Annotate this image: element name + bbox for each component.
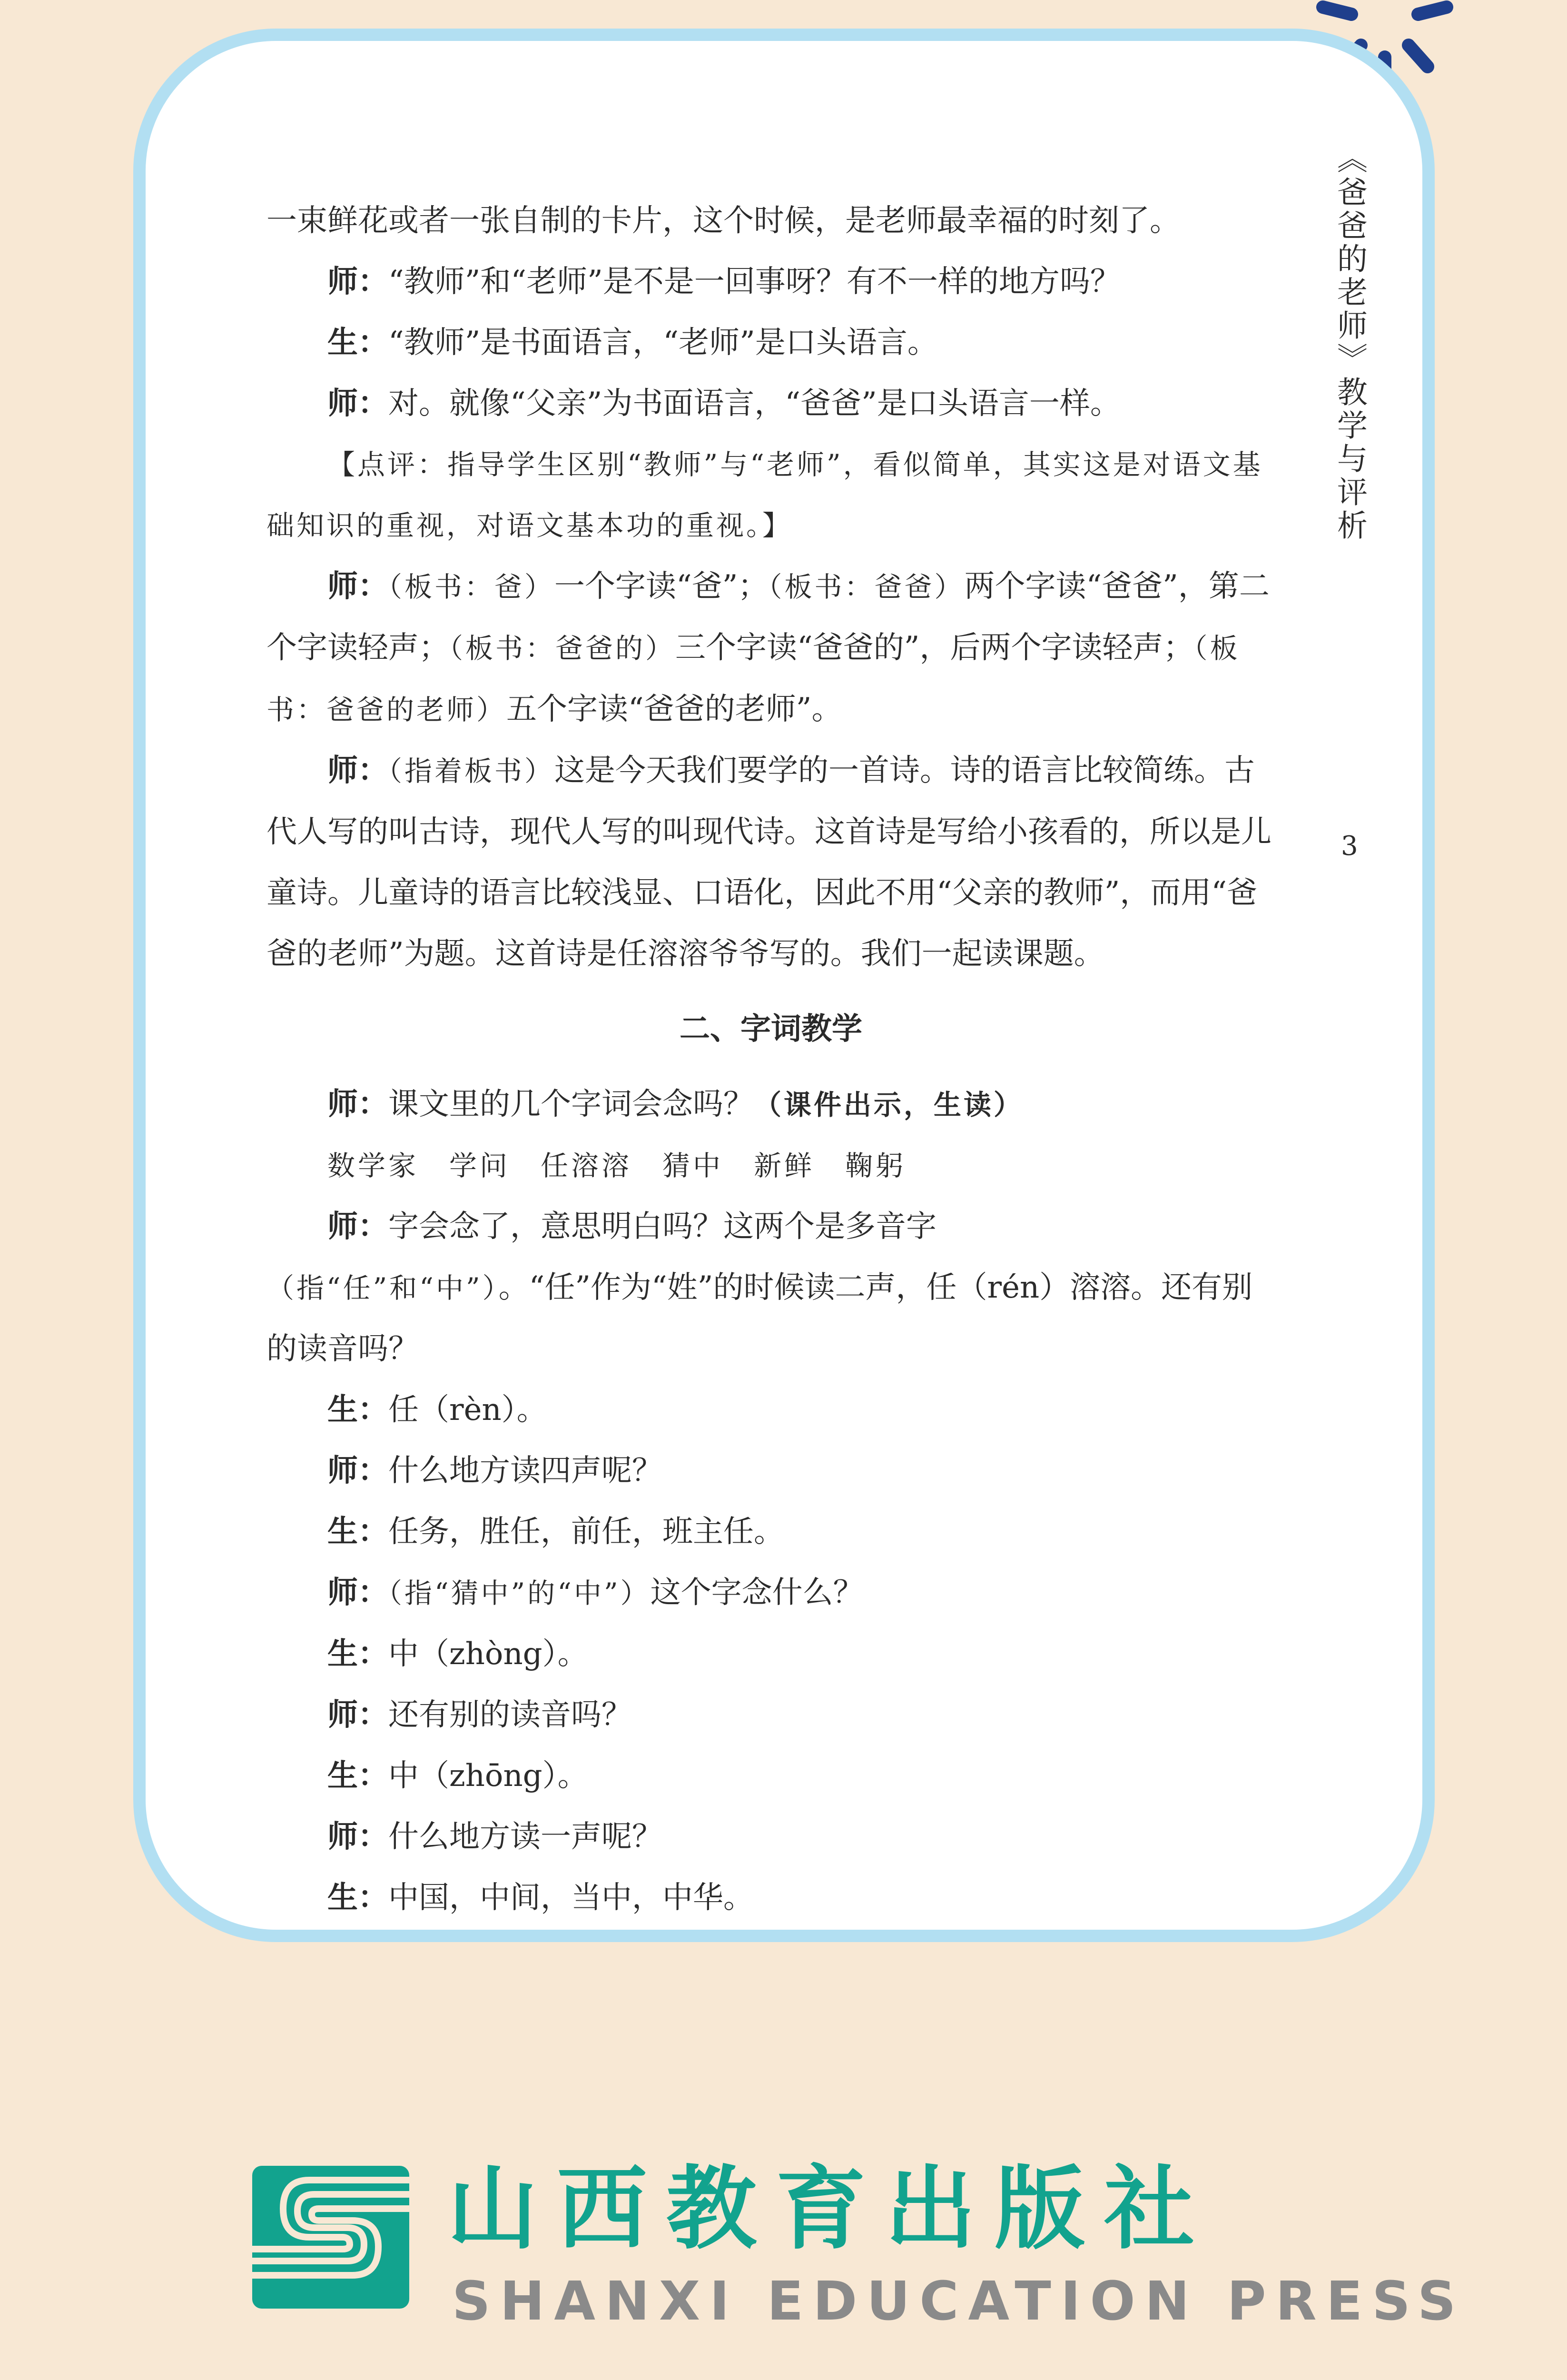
word-item: 新鲜 [754,1150,815,1182]
dialogue-line: 师：“教师”和“老师”是不是一回事呀？有不一样的地方吗？ [327,264,1121,299]
dialogue-line: 师：（指“猜中”的“中”）这个字念什么？ [327,1575,864,1610]
dialogue-line: 生：中（zhōng）。 [327,1758,588,1794]
comment-block: 【点评：指导学生区别“教师”与“老师”，看似简单，其实这是对语文基础知识的重视，对语文基本功的重视。】 [266,448,1263,542]
polyphone-paragraph: 师：字会念了，意思明白吗？这两个是多音字（指“任”和“中”）。“任”作为“姓”的时候读二声，任（rén）溶溶。还有别的读音吗？ [266,1209,1253,1367]
word-item: 鞠躬 [845,1150,907,1182]
publisher-name-cn: 山西教育出版社 [447,2155,1214,2261]
board-paragraph: 师：（板书：爸）一个字读“爸”；（板书：爸爸）两个字读“爸爸”，第二个字读轻声；（板书：爸爸的）三个字读“爸爸的”，后两个字读轻声；（板书：爸爸的老师）五个字读“爸爸的老师”。 [266,568,1270,727]
dialogue-line: 生：中（zhòng）。 [327,1636,588,1672]
dialogue-line: 师：课文里的几个字词会念吗？（课件出示，生读） [327,1086,1024,1122]
dialogue-line: 生：任（rèn）。 [327,1392,547,1428]
poem-paragraph: 师：（指着板书）这是今天我们要学的一首诗。诗的语言比较简练。古代人写的叫古诗，现代人写的叫现代诗。这首诗是写给小孩看的，所以是儿童诗。儿童诗的语言比较浅显、口语化，因此不用“父亲的教师”，而用“爸爸的老师”为题。这首诗是任溶溶爷爷写的。我们一起读课题。 [266,753,1271,972]
page-number: 3 [1341,831,1358,862]
publisher-logo [252,2155,1466,2332]
side-title: 《爸爸的老师》教学与评析 [1332,143,1367,543]
dialogue-line: 生：“教师”是书面语言，“老师”是口头语言。 [327,325,938,360]
publisher-name-en: SHANXI EDUCATION PRESS [452,2271,1466,2332]
dialogue-line: 师：对。就像“父亲”为书面语言，“爸爸”是口头语言一样。 [327,386,1121,421]
word-item: 猜中 [662,1150,724,1182]
publisher-s-mark-icon [252,2161,409,2313]
section-title: 二、字词教学 [680,1012,862,1047]
dialogue-line: 生：中国，中间，当中，中华。 [327,1880,754,1915]
word-item: 任溶溶 [541,1150,632,1182]
word-item: 学问 [449,1150,511,1182]
word-item: 数学家 [327,1150,419,1182]
page-content [266,190,1275,1928]
dialogue-line: 生：任务，胜任，前任，班主任。 [327,1514,784,1549]
dialogue-line: 师：什么地方读四声呢？ [327,1453,662,1488]
dialogue-line: 师：还有别的读音吗？ [327,1697,632,1733]
text-line: 一束鲜花或者一张自制的卡片，这个时候，是老师最幸福的时刻了。 [266,203,1180,238]
word-list [266,1135,1275,1196]
dialogue-line: 师：什么地方读一声呢？ [327,1819,662,1854]
